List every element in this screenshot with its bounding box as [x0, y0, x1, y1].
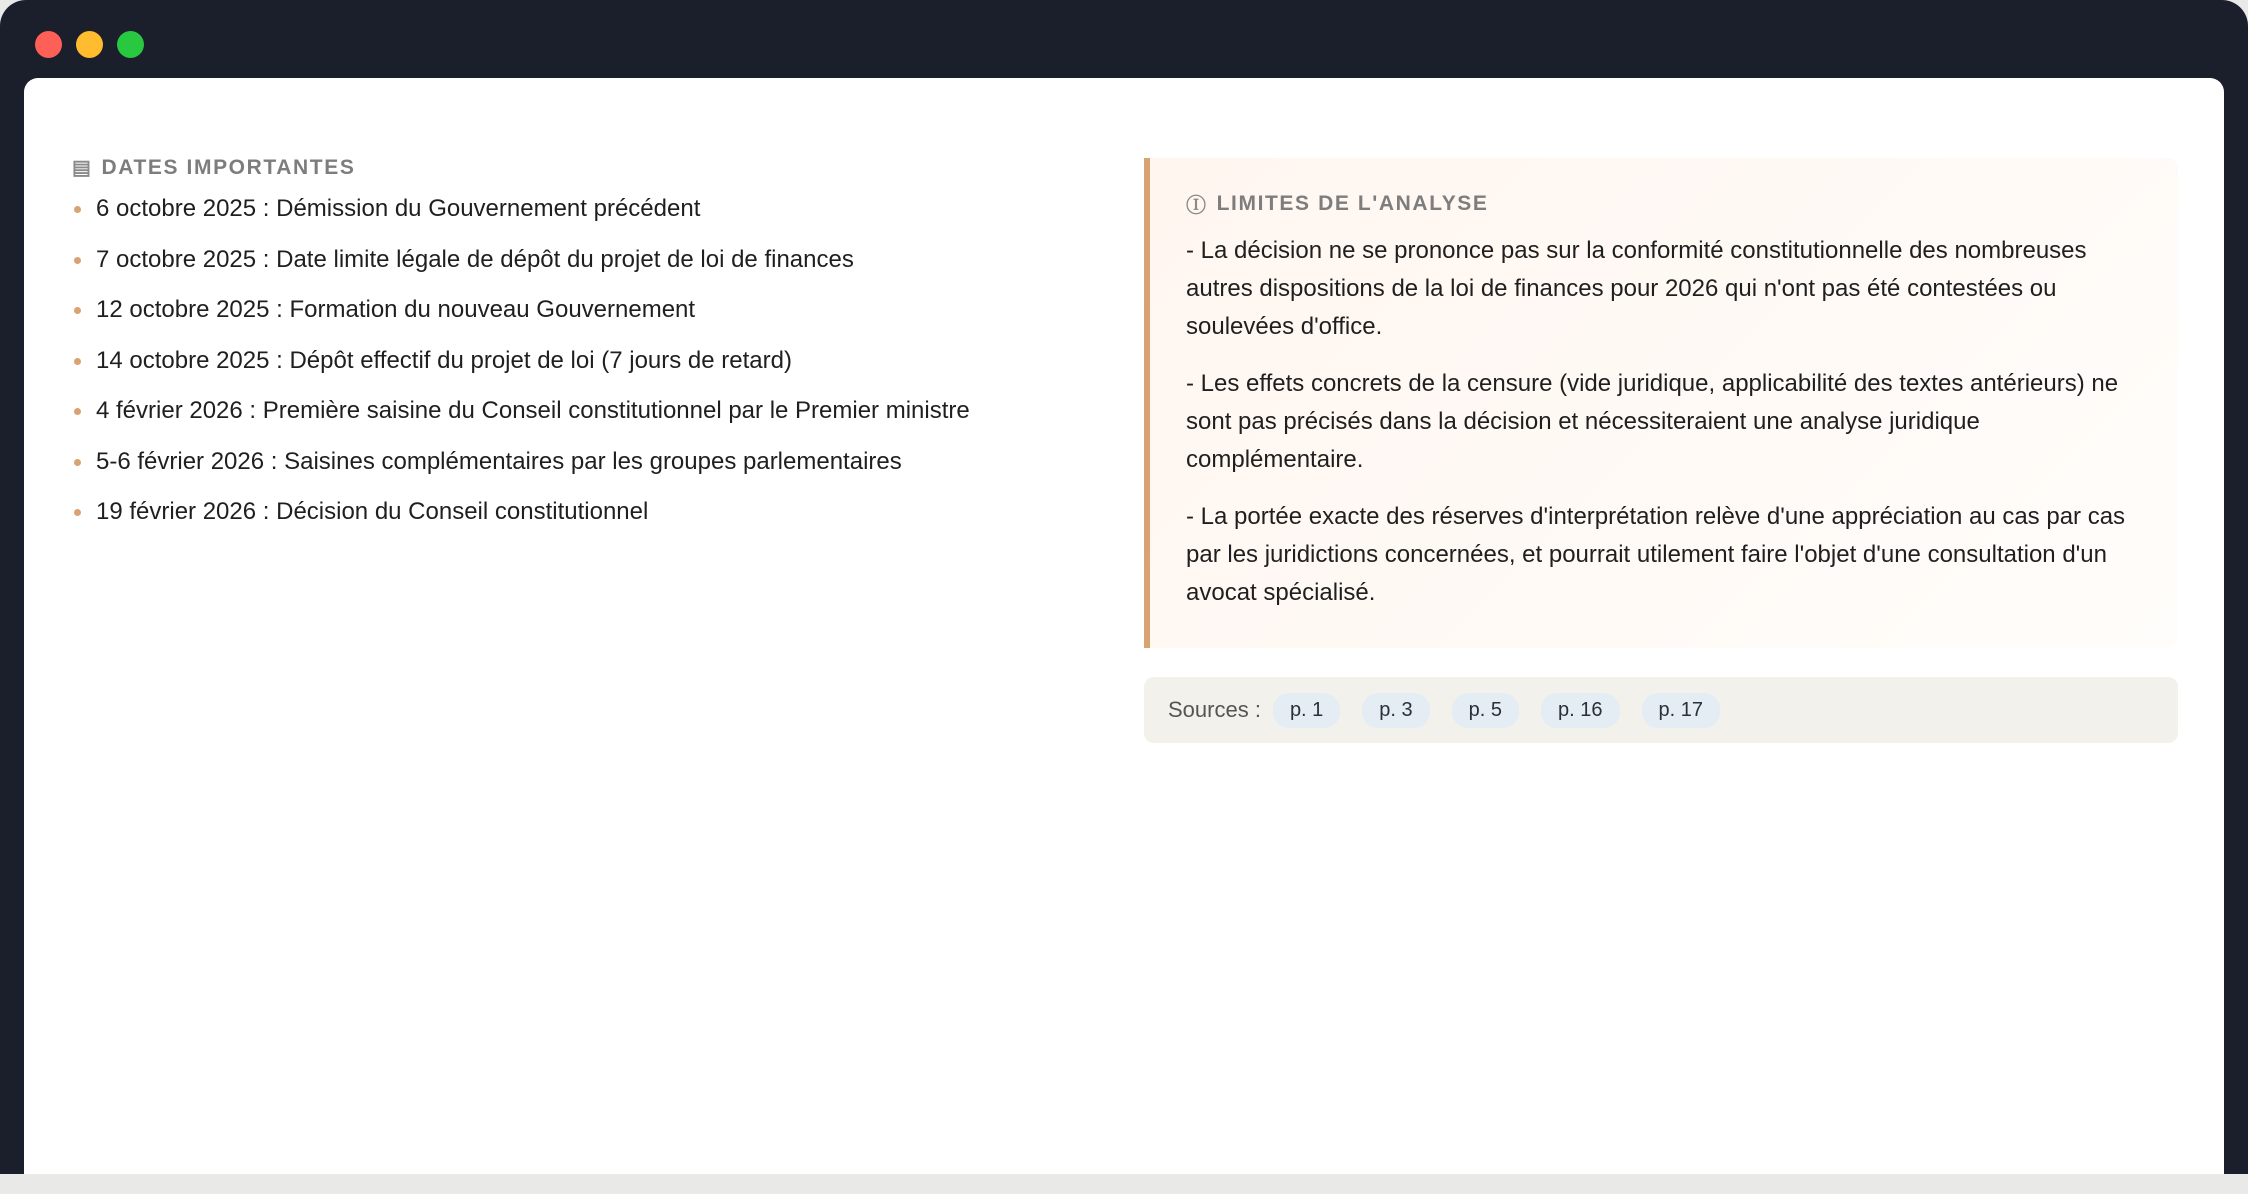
minimize-window-button[interactable] [76, 31, 103, 58]
bullet-icon [74, 408, 81, 415]
source-page-chip[interactable]: p. 3 [1362, 693, 1429, 728]
calendar-icon: ▤ [72, 157, 93, 179]
date-item-text: 19 février 2026 : Décision du Conseil constitutionnel [96, 498, 649, 525]
list-item [72, 245, 1072, 296]
important-dates-title-text: DATES IMPORTANTES [101, 155, 356, 179]
list-item [72, 396, 1072, 447]
list-item [72, 447, 1072, 498]
important-dates-section [72, 155, 1072, 548]
bullet-icon [74, 206, 81, 213]
limit-paragraph: - La portée exacte des réserves d'interprétation relève d'une appréciation au cas par cas par les juridictions concernées, et pourrait utilement faire l'objet d'une consultation d'un avocat spécialisé. [1186, 503, 2126, 606]
content-area [24, 78, 2224, 1174]
bullet-icon [74, 307, 81, 314]
list-item [72, 295, 1072, 346]
analysis-limits-callout [1144, 158, 2178, 648]
list-item [72, 194, 1072, 245]
analysis-limits-title-text: LIMITES DE L'ANALYSE [1216, 191, 1489, 215]
date-item-text: 12 octobre 2025 : Formation du nouveau Gouvernement [96, 296, 696, 323]
bullet-icon [74, 257, 81, 264]
bullet-icon [74, 459, 81, 466]
dates-list [72, 194, 1072, 548]
close-window-button[interactable] [35, 31, 62, 58]
source-page-chip[interactable]: p. 16 [1541, 693, 1619, 728]
source-page-chip[interactable]: p. 17 [1642, 693, 1720, 728]
date-item-text: 5-6 février 2026 : Saisines complémentaires par les groupes parlementaires [96, 447, 902, 475]
list-item [72, 346, 1072, 397]
window-controls [35, 31, 144, 58]
date-item-text: 6 octobre 2025 : Démission du Gouvernement précédent [96, 195, 701, 222]
info-icon: Ⓘ [1186, 195, 1208, 217]
source-page-chip[interactable]: p. 1 [1273, 693, 1340, 728]
date-item-text: 4 février 2026 : Première saisine du Conseil constitutionnel par le Premier ministre [96, 397, 970, 424]
sources-bar [1144, 677, 2178, 743]
bullet-icon [74, 509, 81, 516]
date-item-text: 14 octobre 2025 : Dépôt effectif du projet de loi (7 jours de retard) [96, 346, 792, 374]
limit-paragraph: - Les effets concrets de la censure (vide juridique, applicabilité des textes antérieurs) ne sont pas précisés dans la décision et nécessiteraient une analyse juridique complémentaire. [1186, 370, 2119, 473]
important-dates-title [72, 155, 1072, 180]
sources-label: Sources : [1168, 697, 1261, 722]
source-page-chip[interactable]: p. 5 [1452, 693, 1519, 728]
bullet-icon [74, 358, 81, 365]
limit-paragraph: - La décision ne se prononce pas sur la conformité constitutionnelle des nombreuses autres dispositions de la loi de finances pour 2026 qui n'ont pas été contestées ou soulevées d'office. [1186, 237, 2087, 340]
list-item [72, 497, 1072, 548]
maximize-window-button[interactable] [117, 31, 144, 58]
analysis-limits-title [1186, 189, 2140, 218]
date-item-text: 7 octobre 2025 : Date limite légale de dépôt du projet de loi de finances [96, 245, 854, 273]
